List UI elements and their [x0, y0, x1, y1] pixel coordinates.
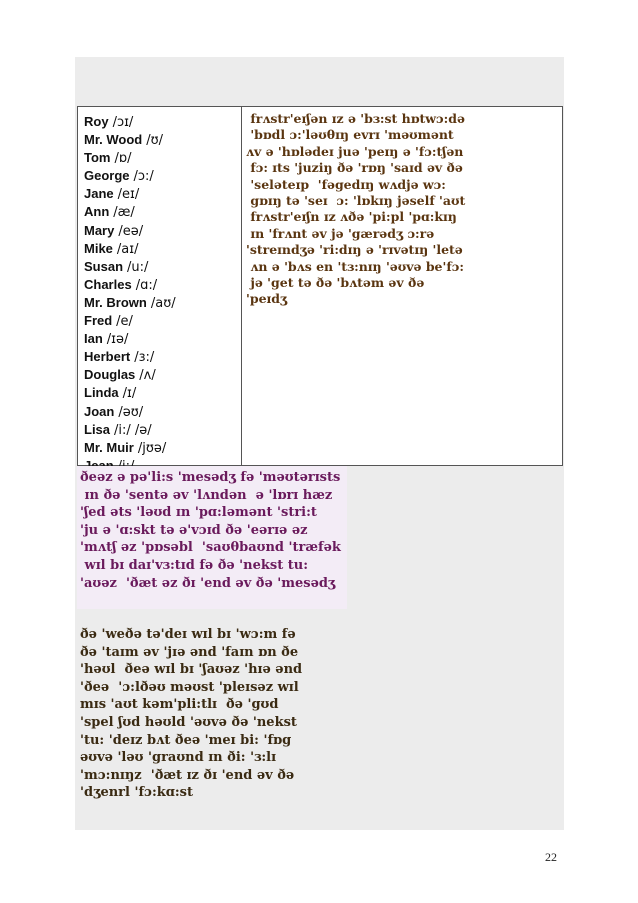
- name-row: [84, 113, 239, 131]
- vowel-symbol: /æ/: [113, 205, 135, 221]
- person-name: Mike: [84, 240, 113, 256]
- transcription-frustration: frʌstr'eɪʃən ɪz ə 'bɜ:st hɒtwɔ:də 'bɒdl ɔ:'ləʊθɪŋ evrɪ 'məʊmənt ʌv ə 'hɒlədeɪ juə 'peɪŋ ə 'fɔ:tʃən fɔ: ɪts 'juziŋ ðə 'rɒŋ 'saɪd əv ðə 'seləteɪp 'fəgedɪŋ wʌdjə wɔ: gɒɪŋ tə 'seɪ ɔ: 'lɒkɪŋ jəself 'aʊt frʌstr'eɪʃn ɪz ʌðə 'pi:pl 'pɑ:kɪŋ ɪn 'frʌnt əv jə 'gærədʒ ɔ:rə 'streɪndʒə 'ri:dɪŋ ə 'rɪvətɪŋ 'letə ʌn ə 'bʌs en 'tɜ:nɪŋ 'əʊvə be'fɔ: jə 'get tə ðə 'bʌtəm əv ðə 'peɪdʒ: [246, 111, 466, 307]
- person-name: Ann: [84, 204, 110, 220]
- name-row: [84, 294, 239, 312]
- person-name: Douglas: [84, 367, 136, 383]
- vowel-symbol: /ʌ/: [139, 368, 156, 384]
- name-row: [84, 439, 239, 457]
- name-row: [84, 222, 239, 240]
- name-row: [84, 384, 239, 402]
- name-row: [84, 348, 239, 366]
- person-name: Roy: [84, 114, 109, 129]
- vowel-symbol: /ɑ:/: [135, 277, 158, 293]
- vowel-symbol: /eə/: [118, 223, 144, 239]
- vowel-symbol: /ɔɪ/: [112, 115, 134, 130]
- vowel-symbol: /əʊ/: [118, 404, 144, 420]
- name-row: [84, 203, 239, 221]
- name-row: [84, 258, 239, 276]
- name-row: [84, 149, 239, 167]
- vowel-symbol: /ʊ/: [146, 133, 164, 149]
- name-row: [84, 185, 239, 203]
- name-row: [84, 312, 239, 330]
- person-name: Fred: [84, 313, 113, 329]
- vowel-symbol: /ɔ:/: [133, 169, 154, 185]
- person-name: Charles: [84, 276, 132, 292]
- vowel-symbol: /u:/: [127, 259, 149, 275]
- name-row: [84, 167, 239, 185]
- person-name: Mary: [84, 222, 115, 238]
- vowel-symbol: /aɪ/: [116, 241, 139, 257]
- person-name: Mr. Brown: [84, 294, 147, 310]
- person-name: Mr. Wood: [84, 132, 143, 148]
- person-name: Mr. Muir: [84, 439, 134, 455]
- person-name: Tom: [84, 150, 111, 166]
- name-row: [84, 276, 239, 294]
- person-name: Lisa: [84, 421, 111, 437]
- vowel-symbol: /e/: [116, 314, 133, 330]
- vowel-symbol: /ɪ/: [122, 386, 137, 402]
- name-row: [84, 131, 239, 149]
- vowel-symbol: /aʊ/: [150, 295, 176, 311]
- vowel-symbol: /jʊə/: [137, 440, 167, 456]
- names-column: [84, 113, 239, 475]
- vowel-symbol: /i:/ /ə/: [114, 422, 152, 438]
- vowel-symbol: /ɪə/: [106, 332, 129, 348]
- person-name: Jane: [84, 186, 114, 202]
- person-name: Linda: [84, 385, 119, 401]
- person-name: Susan: [84, 258, 124, 274]
- page-number: 22: [545, 850, 557, 864]
- name-row: [84, 366, 239, 384]
- vowel-symbol: /eɪ/: [117, 187, 140, 203]
- name-row: [84, 403, 239, 421]
- vowel-symbol: /ɒ/: [114, 151, 132, 167]
- person-name: Ian: [84, 331, 103, 347]
- name-row: [84, 240, 239, 258]
- person-name: Joan: [84, 403, 115, 419]
- name-row: [84, 330, 239, 348]
- table-divider: [241, 107, 242, 465]
- vowel-table: [77, 106, 563, 466]
- transcription-police-message: ðeəz ə pə'li:s 'mesədʒ fə 'məʊtərɪsts ɪn ðə 'sentə əv 'lʌndən ə 'lɒrɪ hæz 'ʃed əts 'ləʊd ɪn 'pɑ:ləmənt 'stri:t 'ju ə 'ɑ:skt tə ə'vɔɪd ðə 'eərɪə əz 'mʌtʃ əz 'pɒsəbl 'saʊθbaʊnd 'træfək wɪl bɪ daɪ'vɜ:tɪd fə ðə 'nekst tu: 'aʊəz 'ðæt əz ðɪ 'end əv ðə 'mesədʒ: [80, 470, 341, 591]
- transcription-weather-forecast: ðə 'weðə tə'deɪ wɪl bɪ 'wɔ:m fə ðə 'taɪm əv 'jɪə ənd 'faɪn ɒn ðe 'həʊl ðeə wɪl bɪ 'ʃaʊəz 'hɪə ənd 'ðeə 'ɔ:lðəʊ məʊst 'pleɪsəz wɪl mɪs 'aʊt kəm'pli:tlɪ ðə 'gʊd 'spel ʃʊd həʊld 'əʊvə ðə 'nekst 'tu: 'deɪz bʌt ðeə 'meɪ bi: 'fɒg əʊvə 'ləʊ 'graʊnd ɪn ði: 'ɜ:lɪ 'mɔ:nɪŋz 'ðæt ɪz ðɪ 'end əv ðə 'dʒenrl 'fɔ:kɑ:st: [80, 627, 303, 801]
- person-name: Herbert: [84, 349, 131, 365]
- name-row: [84, 421, 239, 439]
- vowel-symbol: /ɜ:/: [134, 350, 155, 366]
- person-name: George: [84, 168, 130, 184]
